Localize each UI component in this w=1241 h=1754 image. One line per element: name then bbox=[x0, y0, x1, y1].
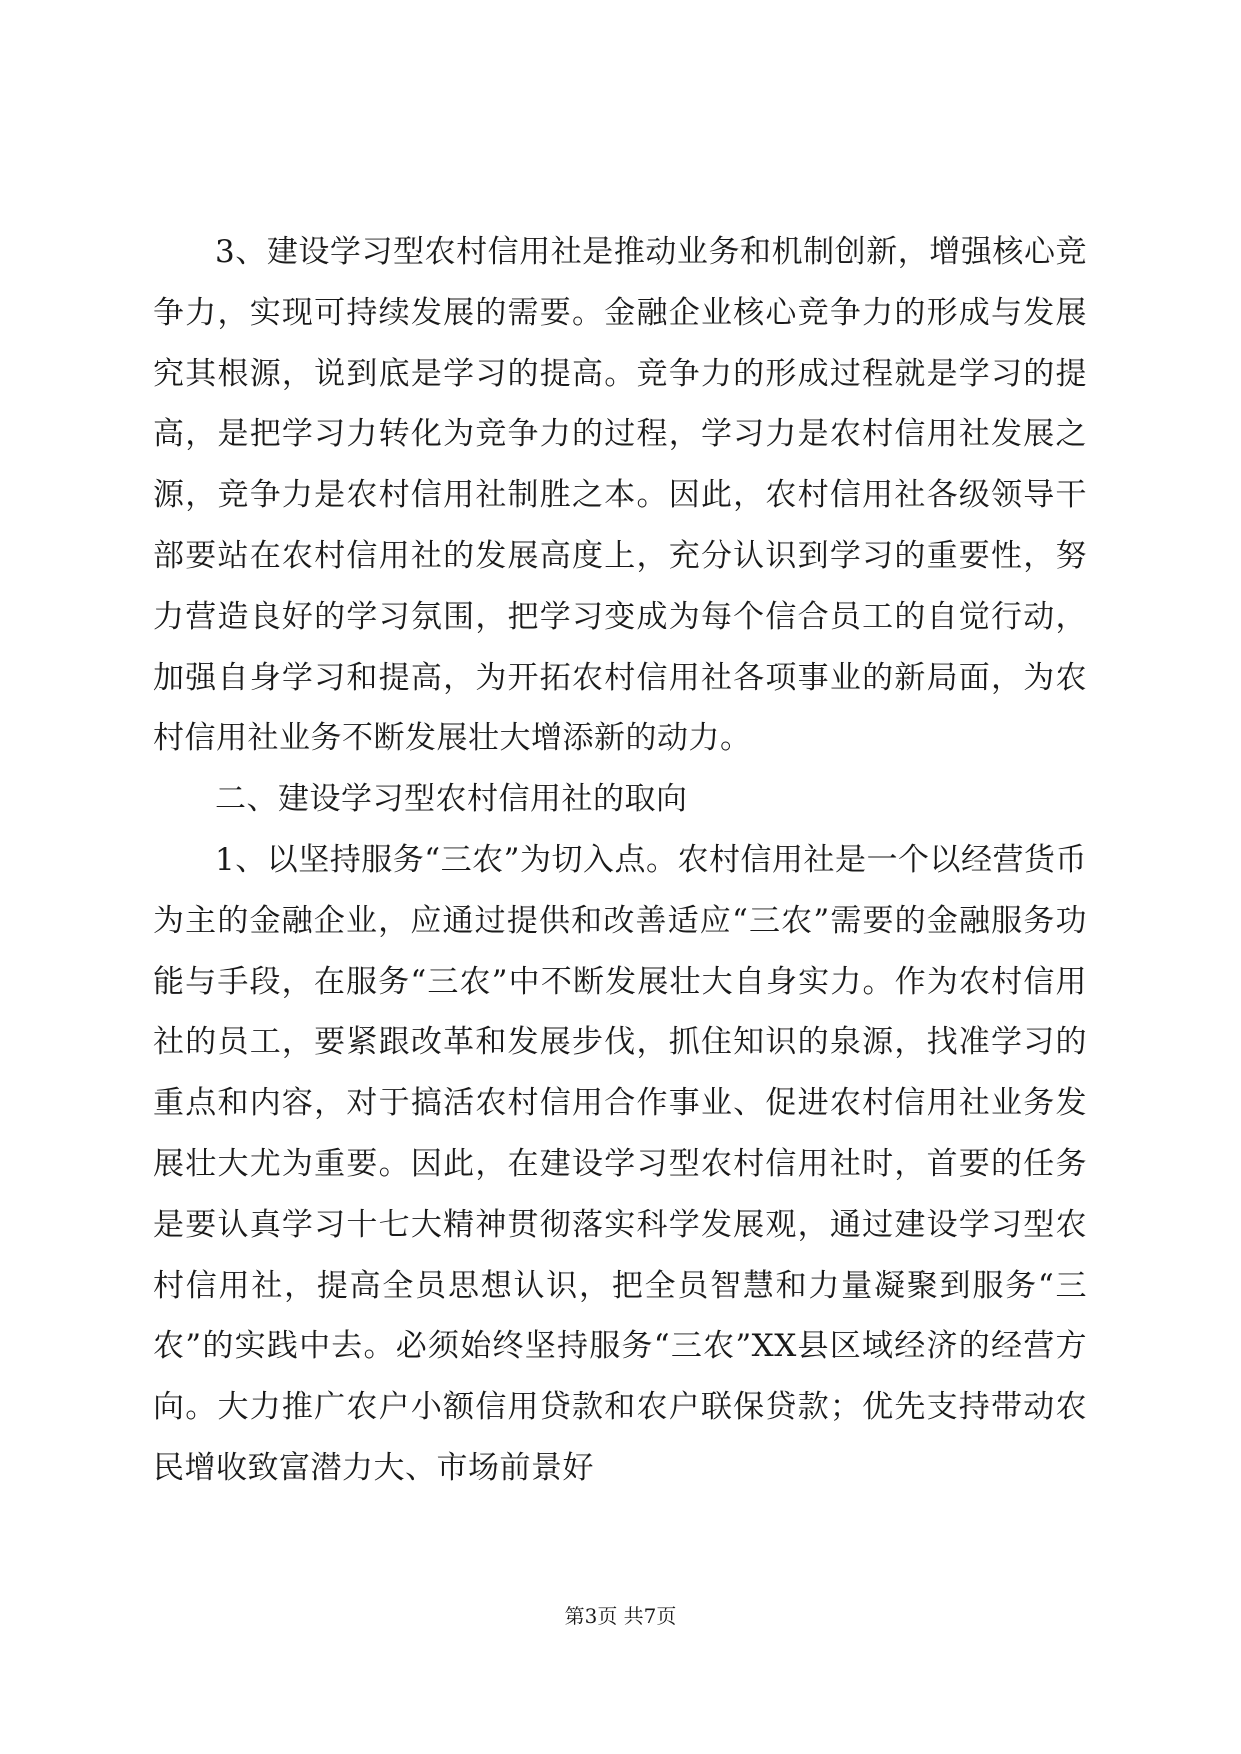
section-heading-orientation: 二、建设学习型农村信用社的取向 bbox=[215, 781, 688, 818]
paragraph-competitiveness: 3、建设学习型农村信用社是推动业务和机制创新，增强核心竞争力，实现可持续发展的需要。金融企业核心竞争力的形成与发展究其根源，说到底是学习的提高。竞争力的形成过程就是学习的提高，是把学习力转化为竞争力的过程，学习力是农村信用社发展之源，竞争力是农村信用社制胜之本。因此，农村信用社各级领导干部要站在农村信用社的发展高度上，充分认识到学习的重要性，努力营造良好的学习氛围，把学习变成为每个信合员工的自觉行动，加强自身学习和提高，为开拓农村信用社各项事业的新局面，为农村信用社业务不断发展壮大增添新的动力。 bbox=[153, 234, 1087, 757]
document-body bbox=[153, 222, 1087, 1499]
paragraph-serve-three-rural: 1、以坚持服务“三农”为切入点。农村信用社是一个以经营货币为主的金融企业，应通过提供和改善适应“三农”需要的金融服务功能与手段，在服务“三农”中不断发展壮大自身实力。作为农村信用社的员工，要紧跟改革和发展步伐，抓住知识的泉源，找准学习的重点和内容，对于搞活农村信用合作事业、促进农村信用社业务发展壮大尤为重要。因此，在建设学习型农村信用社时，首要的任务是要认真学习十七大精神贯彻落实科学发展观，通过建设学习型农村信用社，提高全员思想认识，把全员智慧和力量凝聚到服务“三农”的实践中去。必须始终坚持服务“三农”XX县区域经济的经营方向。大力推广农户小额信用贷款和农户联保贷款；优先支持带动农民增收致富潜力大、市场前景好 bbox=[153, 841, 1087, 1486]
page-footer: 第3页 共7页 bbox=[564, 1604, 677, 1628]
